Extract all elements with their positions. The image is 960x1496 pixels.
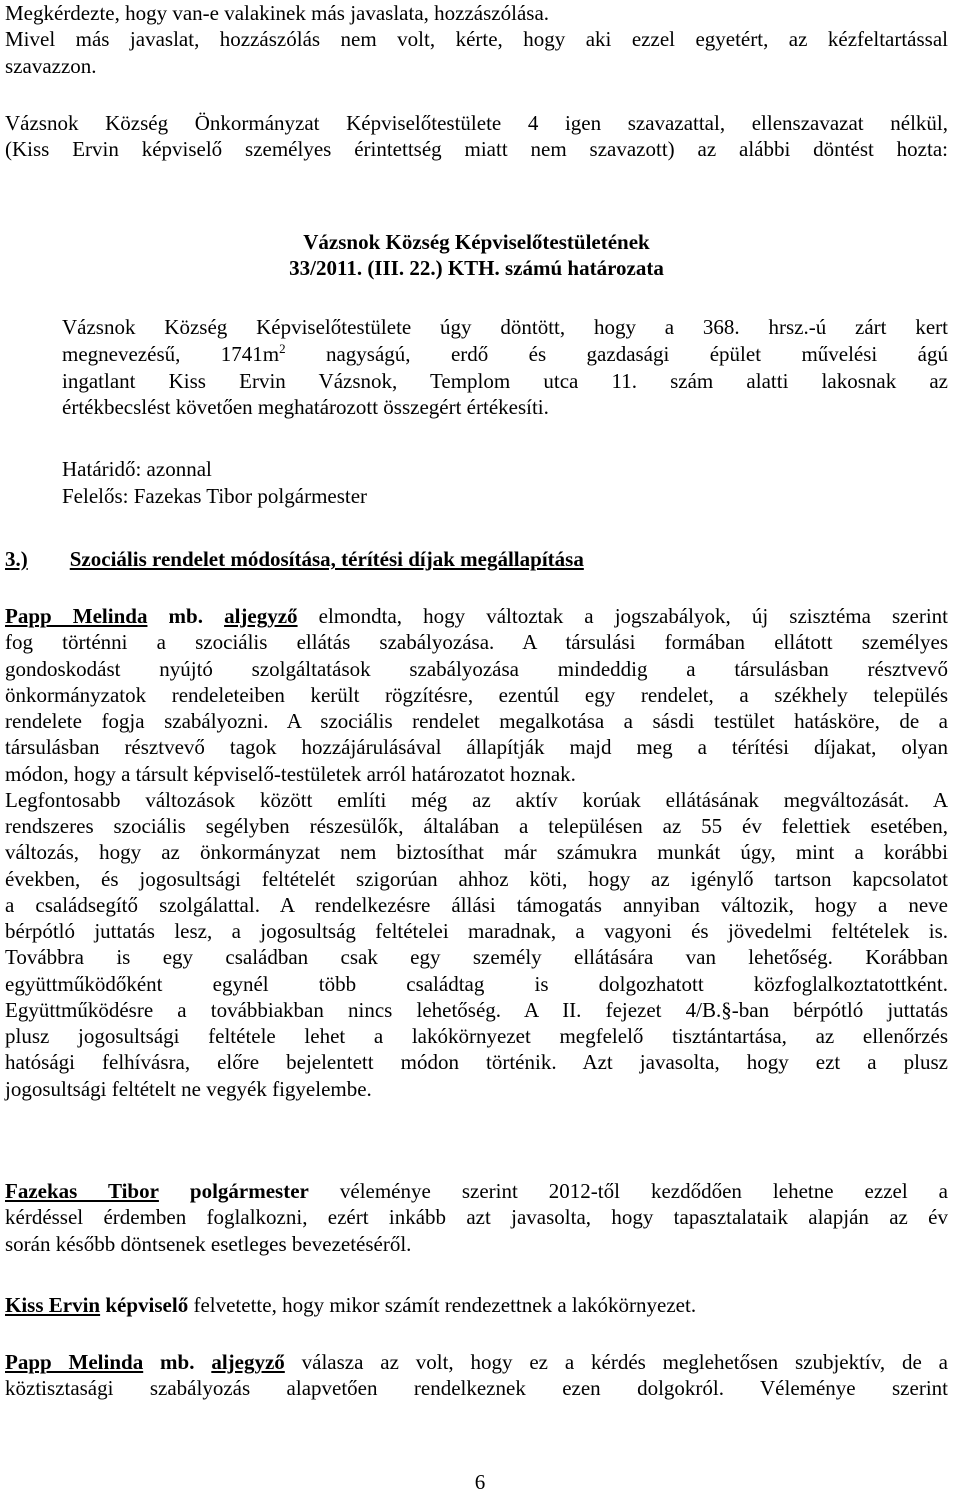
text-line: ingatlant Kiss Ervin Vázsnok, Templom utca 11. szám alatti lakosnak az <box>62 368 948 393</box>
text-segment: válasza az volt, hogy ez a kérdés meglehetősen szubjektív, de a <box>284 1350 948 1374</box>
text-line: társulásban résztvevő tagok hozzájárulásával állapítják majd meg a térítési díjakat, olyan <box>5 735 948 760</box>
resolution-title-line2 <box>5 255 948 281</box>
text-line <box>5 603 948 629</box>
section-heading <box>5 546 584 572</box>
text-line: Vázsnok Község Képviselőtestülete úgy döntött, hogy a 368. hrsz.-ú zárt kert <box>62 315 948 339</box>
text-line: Mivel más javaslat, hozzászólás nem volt, kérte, hogy aki ezzel egyetért, az kézfeltartással <box>5 27 948 52</box>
resolution-title-line1: Vázsnok Község Képviselőtestületének <box>303 230 650 254</box>
speaker-role: aljegyző <box>224 604 298 628</box>
text-line: rendszeres szociális segélyben részesülők, általában a településen az 55 év felettiek esetében, <box>5 814 948 838</box>
speaker-role: aljegyző <box>211 1350 285 1374</box>
text-line: Továbbra is egy családban csak egy személy ellátására van lehetőség. Korábban <box>5 945 948 970</box>
text-line: bérpótló juttatás lesz, a jogosultság feltételei maradnak, a vagyoni és jövedelmi feltételek is. <box>5 919 948 943</box>
text-segment: felvetette, hogy mikor számít rendezettnek a lakókörnyezet. <box>188 1293 697 1317</box>
speaker-role: képviselő <box>105 1293 189 1317</box>
speaker-name: Papp Melinda <box>5 1350 144 1374</box>
speaker-title: mb. <box>147 604 225 628</box>
resolution-meta <box>62 456 948 510</box>
text-line: kérdéssel érdemben foglalkozni, ezért inkább azt javasolta, hogy tapasztalataik alapján az év <box>5 1205 948 1230</box>
text-line: plusz jogosultsági feltétele lehet a lakókörnyezet megfelelő tisztántartása, az ellenőrzés <box>5 1024 948 1048</box>
text-line: köztisztasági szabályozás alapvetően rendelkeznek ezen dolgokról. Véleménye szerint <box>5 1376 948 1401</box>
section-title: Szociális rendelet módosítása, térítési díjak megállapítása <box>69 547 584 571</box>
text-line <box>5 1178 948 1204</box>
speaker-name: Kiss Ervin <box>5 1293 101 1317</box>
resolution-title <box>5 229 948 282</box>
aljegyzo-answer-paragraph <box>5 1349 948 1402</box>
aljegyzo-paragraph <box>5 603 948 1102</box>
speaker-name: Fazekas Tibor <box>5 1179 159 1203</box>
intro-paragraph <box>5 0 948 79</box>
text-line: gondoskodást nyújtó szolgáltatások szabályozása mindeddig a társulásban résztvevő <box>5 656 948 681</box>
text-line: önkormányzatok rendeleteiben került rögzítésre, ezentúl egy rendelet, a székhely település <box>5 682 948 707</box>
speaker-title: mb. <box>143 1350 212 1374</box>
text-line: években, és jogosultsági feltételét szigorúan ahhoz köti, hogy az igénylő tartson kapcsolatot <box>5 866 948 891</box>
responsible-line: Felelős: Fazekas Tibor polgármester <box>62 483 368 508</box>
text-line: során később döntsenek esetleges bevezetéséről. <box>5 1231 412 1256</box>
resolution-body <box>62 314 948 421</box>
text-segment: véleménye szerint 2012-től kezdődően lehetne ezzel a <box>308 1179 948 1203</box>
text-line: Együttműködésre a továbbiakban nincs lehetőség. A II. fejezet 4/B.§-ban bérpótló juttatás <box>5 997 948 1022</box>
text-segment: megnevezésű, 1741m <box>62 341 280 366</box>
superscript: 2 <box>279 340 286 356</box>
resolution-number: 33/2011. (III. 22.) KTH. <box>289 256 500 281</box>
text-line: rendelete fogja szabályozni. A szociális rendelet megalkotása a sásdi testület hatásköre, de a <box>5 709 948 733</box>
text-line: hatósági felhívásra, előre bejelentett módon történik. Azt javasolta, hogy ezt a plusz <box>5 1050 948 1075</box>
text-line <box>5 1349 948 1375</box>
text-line: együttműködőként egynél több családtag is dolgozhatott közfoglalkoztatottként. <box>5 971 948 996</box>
text-line: Legfontosabb változások között említi még az aktív korúak ellátásának megváltozását. A <box>5 787 948 812</box>
text-line <box>62 341 948 368</box>
polgarmester-paragraph <box>5 1178 948 1257</box>
text-line: jogosultsági feltételt ne vegyék figyelembe. <box>5 1076 372 1101</box>
text-line <box>5 1292 948 1318</box>
text-line: Vázsnok Község Önkormányzat Képviselőtestülete 4 igen szavazattal, ellenszavazat nélkül, <box>5 111 948 135</box>
text-segment: elmondta, hogy változtak a jogszabályok, új szisztéma szerint <box>297 604 948 628</box>
section-number: 3.) <box>5 547 28 571</box>
text-line: Megkérdezte, hogy van-e valakinek más javaslata, hozzászólása. <box>5 1 550 25</box>
text-line: változás, hogy az önkormányzat nem biztosíthat már számukra munkát úgy, mint a korábbi <box>5 840 948 865</box>
page-number: 6 <box>474 1470 486 1494</box>
text-line: (Kiss Ervin képviselő személyes érintettség miatt nem szavazott) az alábbi döntést hozta: <box>5 137 948 162</box>
text-line: szavazzon. <box>5 53 97 78</box>
resolution-label: számú határozata <box>499 256 664 281</box>
vote-paragraph <box>5 110 948 163</box>
deadline-line: Határidő: azonnal <box>62 457 212 481</box>
text-line: fog történni a szociális ellátás szabályozása. A társulási formában ellátott személyes <box>5 630 948 655</box>
speaker-name: Papp Melinda <box>5 604 148 628</box>
text-segment: nagyságú, erdő és gazdasági épület művelési ágú <box>285 341 948 366</box>
text-line: módon, hogy a társult képviselő-testületek arról határozatot hoznak. <box>5 761 576 786</box>
speaker-role: polgármester <box>189 1179 309 1203</box>
kepviselo-paragraph <box>5 1292 948 1318</box>
text-line: értékbecslést követően meghatározott összegért értékesíti. <box>62 395 549 420</box>
text-line: a családsegítő szolgálattal. A rendelkezésre állási támogatás annyiban változik, hogy a neve <box>5 892 948 917</box>
